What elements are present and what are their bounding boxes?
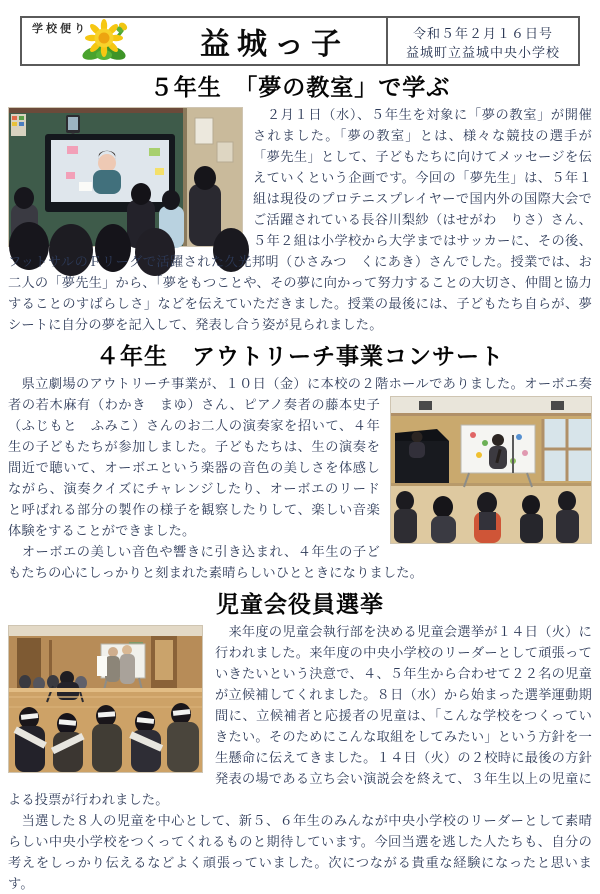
election-paragraph-2: 当選した８人の児童を中心として、新５、６年生のみんなが中央小学校のリーダーとして素晴らしい中央小学校をつくってくれるものと期待しています。今回当選を逃した人たちも、自分の考えをしっかり伝えるなどよく頑張っていました。次につながる貴重な経験になったと思います。 <box>8 813 592 891</box>
section-grade5-body <box>8 104 592 335</box>
classroom-remote-dream-lesson-photo <box>8 107 243 247</box>
grade5-paragraph: ２月１日（水）、５年生を対象に「夢の教室」が開催されました。「夢の教室」とは、様々な競技の選手が「夢先生」として、子どもたちに向けてメッセージを伝えていくという企画です。今回の「夢先生」は、５年１組は現役のプロテニスプレイヤーで国内外の国際大会でご活躍されている長谷川梨紗（はせがわ りさ）さん、５年２組は小学校から大学まではサッカーに、その後、フットサルのＦリーグで活躍された久光邦明（ひさみつ くにあき）さんでした。授業では、お二人の「夢先生」から、「夢をもつことや、その夢に向かって努力することの大切さ、仲間と協力することのすばらしさ」などを伝えていただきました。授業の最後には、子どもたち自らが、夢シートに自分の夢を記入して、発表し合う姿が見られました。 <box>8 107 592 332</box>
grade4-paragraph-rest: の若木麻有（わかき まゆ）さん、ピアノ奏者の藤本史子（ふじもと ふみこ）さんのお二人の演奏家を招いて、４年生の子どもたちが参加しました。子どもたちは、生の演奏を間近で聴いて、オーボエという楽器の音色の美しさを体感しながら、演奏クイズにチャレンジしたり、オーボエのリードと呼ばれる部分の製作の様子を観察したりして、楽しい音楽体験をすることができました。 <box>8 397 381 538</box>
newsletter-type-label: 学校便り <box>32 23 88 35</box>
grade4-paragraph-lead: 県立劇場のアウトリーチ事業が、１０日（金）に本校の２階ホールでありました。オーボエ奏者 <box>8 376 592 412</box>
issue-date: 令和５年２月１６日号 <box>412 26 553 41</box>
school-name: 益城町立益城中央小学校 <box>405 45 560 60</box>
section-heading-grade4-concert: ４年生 アウトリーチ事業コンサート <box>96 344 504 370</box>
section-election-body <box>8 621 592 894</box>
grade4-paragraph-2: オーボエの美しい音色や響きに引き込まれ、４年生の子どもたちの心にしっかりと刻まれた素晴らしいひとときになりました。 <box>8 544 424 580</box>
oboe-concert-hall-photo <box>390 396 592 544</box>
election-paragraph-1: 来年度の児童会執行部を決める児童会選挙が１４日（火）に行われました。来年度の中央小学校のリーダーとして頑張っていきたいという決意で、４、５年生から合わせて２２名の児童が立候補してくれました。８日（水）から始まった選挙運動期間に、立候補者と応援者の児童は、「こんな学校をつくっていきたい。そのためにこんな取組をしてみたい」という方針を一生懸命に伝えてきました。１４日（火）の２校時に最後の方針発表の場である立ち会い演説会を終えて、３年生以上の児童による投票が行われました。 <box>8 624 592 807</box>
section-grade4-body <box>8 373 592 583</box>
student-council-election-speech-photo <box>8 625 203 773</box>
masthead <box>20 16 580 66</box>
section-heading-grade5-dream-class: ５年生 「夢の教室」で学ぶ <box>149 75 451 101</box>
section-heading-council-election: 児童会役員選挙 <box>216 592 384 618</box>
dandelion-flower-icon <box>80 20 134 62</box>
issue-info-box <box>386 16 580 66</box>
newsletter-title: 益城っ子 <box>200 27 348 62</box>
